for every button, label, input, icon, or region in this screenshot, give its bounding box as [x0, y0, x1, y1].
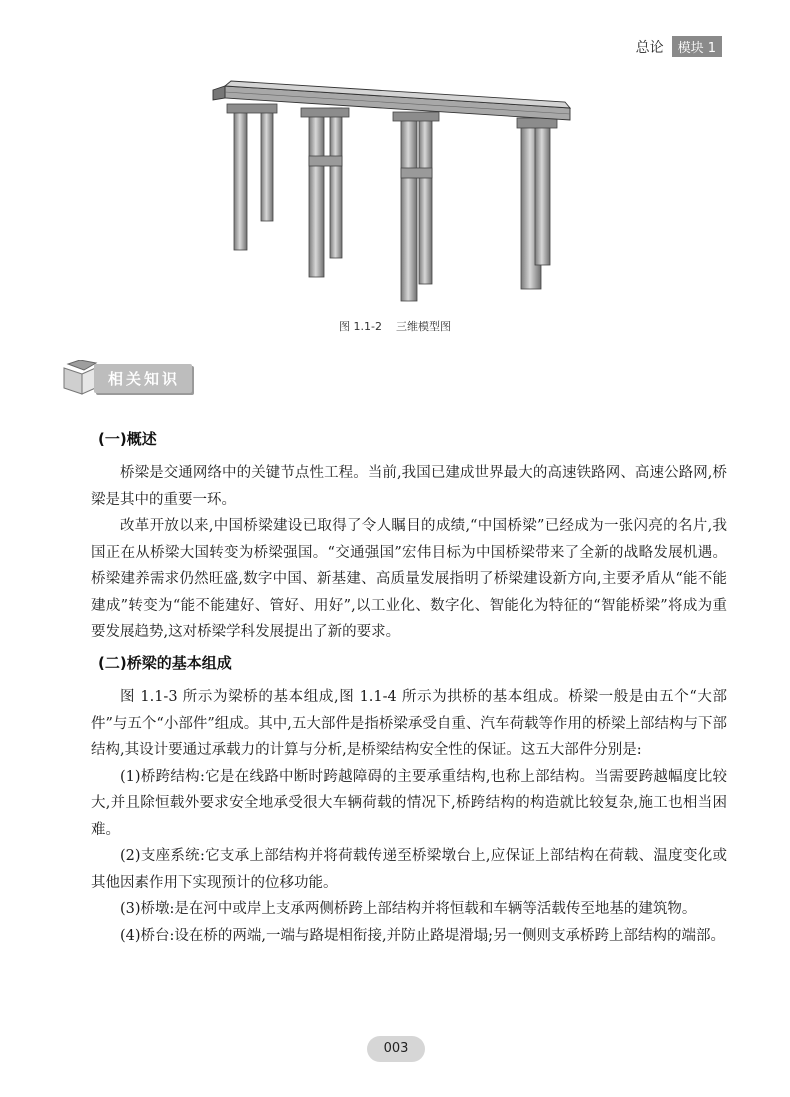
- page-header: [636, 36, 722, 57]
- section-heading-overview: (一)概述: [98, 430, 157, 448]
- figure-caption: [0, 318, 790, 334]
- pier-columns: [234, 106, 550, 301]
- figure-title: 三维模型图: [395, 320, 451, 333]
- figure-number: 图 1.1-2: [339, 320, 382, 333]
- paragraph: 桥梁是交通网络中的关键节点性工程。当前,我国已建成世界最大的高速铁路网、高速公路网,桥梁是其中的重要一环。: [91, 465, 727, 508]
- paragraph: 图 1.1-3 所示为梁桥的基本组成,图 1.1-4 所示为拱桥的基本组成。桥梁一般是由五个“大部件”与五个“小部件”组成。其中,五大部件是指桥梁承受自重、汽车荷载等作用的桥梁上部结构与下部结构,其设计要通过承载力的计算与分析,是桥梁结构安全性的保证。这五大部件分别是:: [91, 689, 727, 758]
- banner-label: 相关知识: [94, 364, 192, 393]
- paragraph: (2)支座系统:它支承上部结构并将荷载传递至桥梁墩台上,应保证上部结构在荷载、温度变化或其他因素作用下实现预计的位移功能。: [91, 848, 727, 891]
- section-heading-composition: (二)桥梁的基本组成: [98, 654, 232, 672]
- paragraph: (3)桥墩:是在河中或岸上支承两侧桥跨上部结构并将恒载和车辆等活载传至地基的建筑物。: [120, 901, 697, 917]
- bridge-3d-model-figure: [205, 80, 575, 305]
- paragraph: 改革开放以来,中国桥梁建设已取得了令人瞩目的成绩,“中国桥梁”已经成为一张闪亮的名片,我国正在从桥梁大国转变为桥梁强国。“交通强国”宏伟目标为中国桥梁带来了全新的战略发展机遇。桥梁建养需求仍然旺盛,数字中国、新基建、高质量发展指明了桥梁建设新方向,主要矛盾从“能不能建成”转变为“能不能建好、管好、用好”,以工业化、数字化、智能化为特征的“智能桥梁”将成为重要发展趋势,这对桥梁学科发展提出了新的要求。: [91, 518, 727, 640]
- header-section: 总论: [635, 39, 664, 56]
- paragraph: (1)桥跨结构:它是在线路中断时跨越障碍的主要承重结构,也称上部结构。当需要跨越幅度比较大,并且除恒载外要求安全地承受很大车辆荷载的情况下,桥跨结构的构造就比较复杂,施工也相当困难。: [91, 768, 727, 838]
- composition-body: [91, 684, 727, 949]
- overview-body: [91, 460, 727, 646]
- page-number: 003: [367, 1036, 425, 1062]
- paragraph: (4)桥台:设在桥的两端,一端与路堤相衔接,并防止路堤滑塌;另一侧则支承桥跨上部结构的端部。: [120, 927, 726, 944]
- module-tag: 模块 1: [672, 36, 722, 57]
- related-knowledge-banner: [62, 360, 192, 396]
